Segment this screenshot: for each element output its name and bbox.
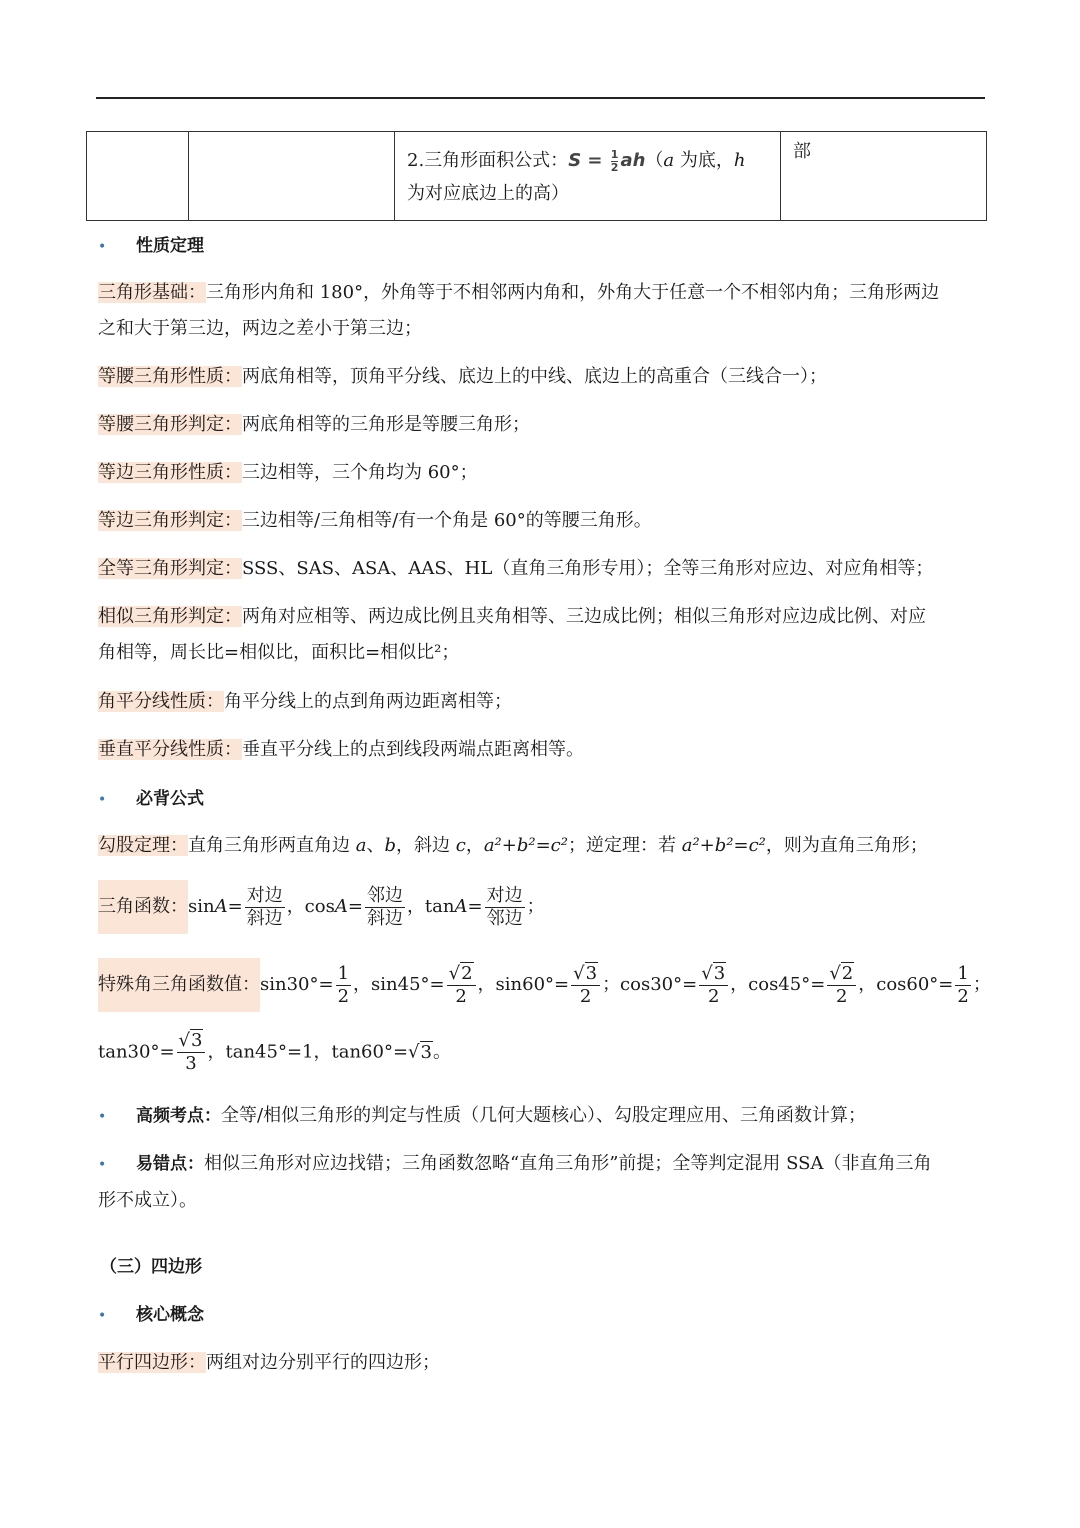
table-cell-formula: 2.三角形面积公式：S = $\frac{1}{2} ah(a$ 为底，h 为对应底边上的高） [395,132,781,221]
tan-fraction: $\frac{\text{对边}}{\text{邻边}}$ [486,884,523,929]
trig-label: 三角函数： [98,880,188,934]
formula-line2: 为对应底边上的高） [407,183,569,204]
trig-line: 三角函数：sinA= $\frac{\text{对边}}{\text{斜边}}$ ，cosA= $\frac{\text{邻边}}{\text{斜边}}$ ，tanA= $\frac{\text{对边}}{\text{邻边}}$ ； [98,880,982,934]
table-row [87,132,987,221]
property-item: 垂直平分线性质：垂直平分线上的点到线段两端点距离相等。 [98,739,584,760]
property-item: 等腰三角形性质：两底角相等，顶角平分线、底边上的中线、底边上的高重合（三线合一）； [98,366,827,387]
special-label: 特殊角三角函数值： [98,958,260,1012]
property-label: 等边三角形性质： [98,462,242,483]
table-cell-empty-1 [87,132,189,221]
table-cell-note: 部 [781,132,987,221]
property-label: 全等三角形判定： [98,558,242,579]
bullet-icon: • [98,1109,107,1125]
property-item: 相似三角形判定：两角对应相等、两边成比例且夹角相等、三边成比例；相似三角形对应边成比例、对应 角相等，周长比=相似比，面积比=相似比²； [98,606,926,663]
summary-table [86,131,987,221]
bullet-icon: • [98,1157,107,1173]
property-item: 角平分线性质：角平分线上的点到角两边距离相等； [98,691,512,712]
value-fraction: $\frac{√2}{2}$ [827,963,856,1008]
bullet-icon: • [98,792,107,808]
value-fraction: $\frac{√2}{2}$ [447,963,476,1008]
sin-fraction: $\frac{\text{对边}}{\text{斜边}}$ [246,884,283,929]
property-item: 全等三角形判定：SSS、SAS、ASA、AAS、HL（直角三角形专用）；全等三角形对应边、对应角相等； [98,558,934,579]
value-fraction: $\frac{1}{2}$ [337,962,350,1007]
property-label: 垂直平分线性质： [98,739,242,760]
property-label: 等腰三角形性质： [98,366,242,387]
property-label: 等腰三角形判定： [98,414,242,435]
formula-prefix: 2.三角形面积公式： [407,150,569,171]
bullet-icon: • [98,239,107,255]
header-rule [96,97,985,99]
property-label: 相似三角形判定： [98,606,242,627]
special-values-line: 特殊角三角函数值：sin30°= $\frac{1}{2}$ ，sin45°= $\frac{√2}{2}$ ，sin60°= $\frac{√3}{2}$ ；cos30°= $\frac{√3}{2}$ ，cos45°= $\frac{√2}{2}$ ，cos60°= $\frac{1}{2}$ ； [98,958,982,1012]
high-frequency-item: • 高频考点：全等/相似三角形的判定与性质（几何大题核心）、勾股定理应用、三角函数计算； [98,1098,982,1135]
property-label: 三角形基础： [98,282,206,303]
properties-heading: • 性质定理 [98,228,982,265]
quadrilateral-heading: （三）四边形 [100,1257,202,1277]
bullet-icon: • [98,1308,107,1324]
error-prone-item: • 易错点：相似三角形对应边找错；三角函数忽略“直角三角形”前提；全等判定混用 SSA（非直角三角 形不成立）。 [98,1146,982,1219]
value-fraction: $\frac{√3}{3}$ [177,1030,206,1075]
parallelogram-line: 平行四边形：两组对边分别平行的四边形； [98,1352,440,1373]
pythagoras-line: 勾股定理：直角三角形两直角边 a、b，斜边 c，a²+b²=c²；逆定理：若 a²+b²=c²，则为直角三角形； [98,835,928,856]
pythagoras-label: 勾股定理： [98,835,188,856]
cos-fraction: $\frac{\text{邻边}}{\text{斜边}}$ [366,884,403,929]
value-fraction: $\frac{√3}{2}$ [571,963,600,1008]
property-item: 等边三角形判定：三边相等/三角相等/有一个角是 60°的等腰三角形。 [98,510,652,531]
property-item: 三角形基础：三角形内角和 180°，外角等于不相邻两内角和，外角大于任意一个不相邻内角；三角形两边 之和大于第三边，两边之差小于第三边； [98,282,940,339]
property-label: 等边三角形判定： [98,510,242,531]
area-formula: S = $\frac{1}{2}$ ah [568,147,646,174]
table-cell-empty-2 [189,132,395,221]
property-item: 等边三角形性质：三边相等，三个角均为 60°； [98,462,478,483]
property-item: 等腰三角形判定：两底角相等的三角形是等腰三角形； [98,414,530,435]
core-concept-heading: • 核心概念 [98,1297,982,1334]
value-fraction: $\frac{√3}{2}$ [699,963,728,1008]
formulas-heading: • 必背公式 [98,781,982,818]
property-label: 角平分线性质： [98,691,224,712]
value-fraction: $\frac{1}{2}$ [957,962,969,1007]
parallelogram-label: 平行四边形： [98,1352,206,1373]
tan-values-line: tan30°= $\frac{√3}{3}$ ，tan45°=1，tan60°=√3。 [98,1030,451,1074]
